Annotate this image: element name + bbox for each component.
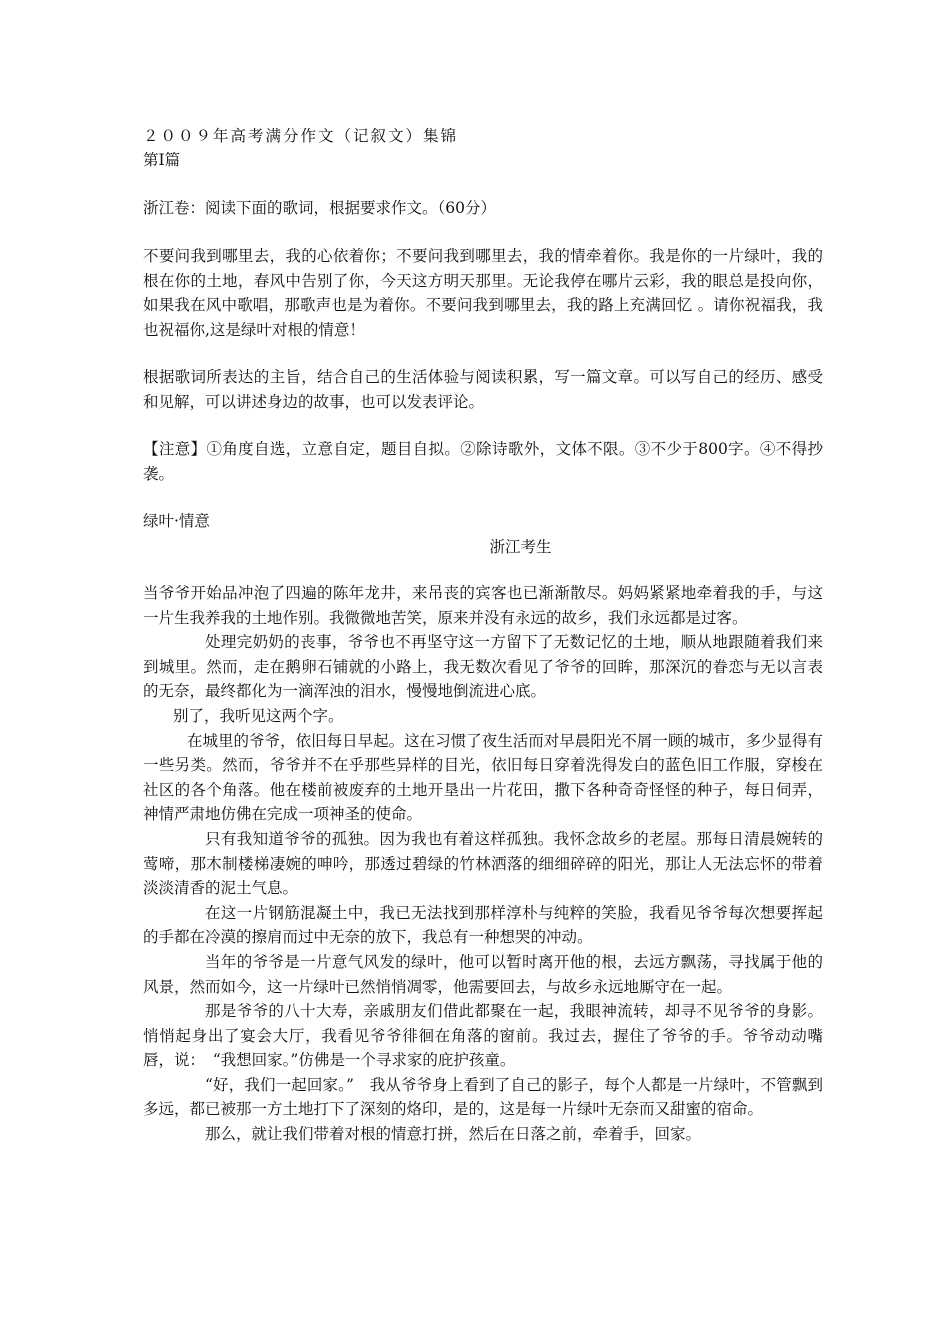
spacer (143, 559, 823, 581)
spacer (143, 220, 823, 244)
essay-body (143, 581, 823, 1147)
spacer (143, 342, 823, 365)
spacer (143, 414, 823, 437)
essay-paragraph: 当爷爷开始品冲泡了四遍的陈年龙井，来吊丧的宾客也已渐渐散尽。妈妈紧紧地牵着我的手，与这一片生我养我的土地作别。我微微地苦笑，原来并没有永远的故乡，我们永远都是过客。 (143, 584, 823, 627)
essay-paragraph: 别了，我听见这两个字。 (173, 706, 344, 725)
essay-paragraph: 那么，就让我们带着对根的情意打拼，然后在日落之前，牵着手，回家。 (205, 1125, 702, 1144)
spacer (143, 486, 823, 509)
essay-paragraph: 在这一片钢筋混凝土中，我已无法找到那样淳朴与纯粹的笑脸，我看见爷爷每次想要挥起的手都在冷漠的擦肩而过中无奈的放下，我总有一种想哭的冲动。 (143, 903, 823, 947)
essay-author: 浙江考生 (489, 538, 552, 556)
essay-title: 绿叶·情意 (143, 512, 210, 530)
essay-paragraph: 处理完奶奶的丧事，爷爷也不再坚守这一方留下了无数记忆的土地，顺从地跟随着我们来到城里。然而，走在鹅卵石铺就的小路上，我无数次看见了爷爷的回眸，那深沉的眷恋与无以言表的无奈，最终都化为一滴浑浊的泪水，慢慢地倒流进心底。 (143, 633, 823, 701)
document-page (143, 124, 823, 1147)
section-label: 第Ⅰ篇 (143, 151, 181, 169)
document-title: ２００９年高考满分作文（记叙文）集锦 (143, 127, 459, 145)
essay-paragraph: 在城里的爷爷，依旧每日早起。这在习惯了夜生活而对早晨阳光不屑一顾的城市，多少显得有一些另类。然而，爷爷并不在乎那些异样的目光，依旧每日穿着洗得发白的蓝色旧工作服，穿梭在社区的各个角落。他在楼前被废弃的土地开垦出一片花田，撒下各种奇奇怪怪的种子，每日伺弄，神情严肃地仿佛在完成一项神圣的使命。 (143, 731, 823, 824)
prompt-intro: 浙江卷：阅读下面的歌词，根据要求作文。（60分） (143, 199, 496, 217)
essay-paragraph: 那是爷爷的八十大寿，亲戚朋友们借此都聚在一起，我眼神流转，却寻不见爷爷的身影。悄悄起身出了宴会大厅，我看见爷爷徘徊在角落的窗前。我过去，握住了爷爷的手。爷爷动动嘴唇，说： “我想回家。”仿佛是一个寻求家的庇护孩童。 (143, 1002, 823, 1070)
lyrics-paragraph: 不要问我到哪里去，我的心依着你；不要问我到哪里去，我的情牵着你。我是你的一片绿叶，我的根在你的土地，春风中告别了你，今天这方明天那里。无论我停在哪片云彩，我的眼总是投向你，如果我在风中歌唱，那歌声也是为着你。不要问我到哪里去，我的路上充满回忆 。请你祝福我，我也祝福你,这是绿叶对根的情意！ (143, 247, 823, 339)
spacer (143, 172, 823, 196)
essay-paragraph: 当年的爷爷是一片意气风发的绿叶，他可以暂时离开他的根，去远方飘荡，寻找属于他的风景，然而如今，这一片绿叶已然悄悄凋零，他需要回去，与故乡永远地厮守在一起。 (143, 952, 823, 996)
notice-paragraph: 【注意】①角度自选，立意自定，题目自拟。②除诗歌外，文体不限。③不少于800字。④不得抄袭。 (143, 440, 823, 483)
essay-paragraph: “好，我们一起回家。” 我从爷爷身上看到了自己的影子，每个人都是一片绿叶，不管飘到多远，都已被那一方土地打下了深刻的烙印，是的，这是每一片绿叶无奈而又甜蜜的宿命。 (143, 1075, 823, 1119)
requirement-paragraph: 根据歌词所表达的主旨，结合自己的生活体验与阅读积累，写一篇文章。可以写自己的经历、感受和见解，可以讲述身边的故事，也可以发表评论。 (143, 368, 823, 411)
essay-paragraph: 只有我知道爷爷的孤独。因为我也有着这样孤独。我怀念故乡的老屋。那每日清晨婉转的莺啼，那木制楼梯凄婉的呻吟，那透过碧绿的竹林洒落的细细碎碎的阳光，那让人无法忘怀的带着淡淡清香的泥土气息。 (143, 829, 823, 898)
